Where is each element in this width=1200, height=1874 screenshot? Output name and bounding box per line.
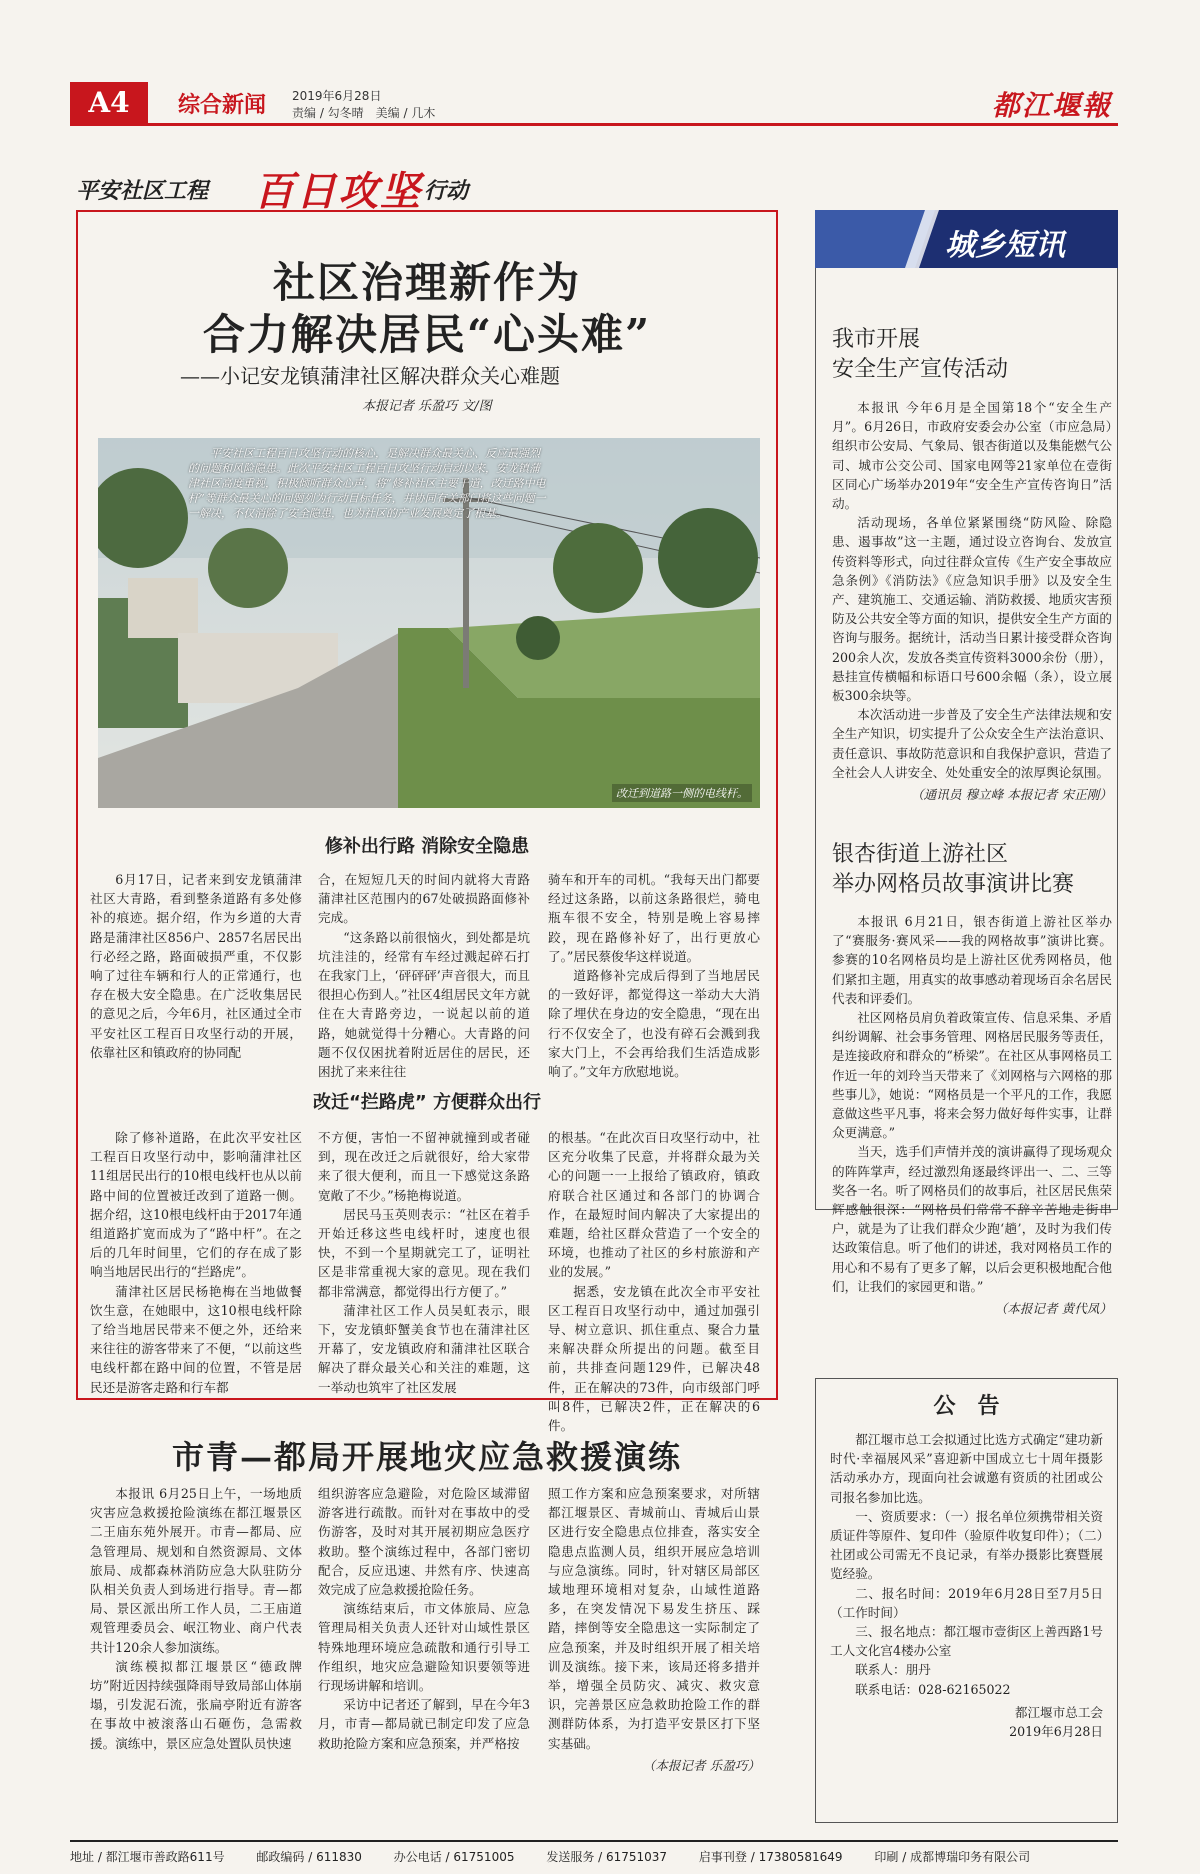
paragraph: 演练结束后，市文体旅局、应急管理局相关负责人还针对山域性景区特殊地理环境应急疏散和通行引导工作组织，地灾应急避险知识要领等进行现场讲解和培训。 (318, 1601, 530, 1694)
drill-headline: 市青—都局开展地灾应急救援演练 (171, 1438, 682, 1476)
brief2-title-a: 银杏街道上游社区 (832, 842, 1009, 867)
drill-byline: （本报记者 乐盈巧） (642, 1757, 760, 1773)
paragraph: 合，在短短几天的时间内就将大青路蒲津社区范围内的67处破损路面修补完成。 (318, 872, 530, 926)
brief2-byline: （本报记者 黄代凤） (994, 1301, 1112, 1317)
notice-title: 公 告 (933, 1393, 1000, 1419)
brief1-body (832, 398, 1112, 803)
banner-part-a: 平安社区工程 (76, 179, 209, 204)
newspaper-logo: 都江堰報 (991, 89, 1112, 122)
notice-box (815, 1378, 1118, 1823)
s1-col2 (318, 870, 530, 1081)
footer-distribution: 发送服务 / 61751037 (546, 1850, 668, 1864)
footer-office-phone: 办公电话 / 61751005 (393, 1850, 515, 1864)
paragraph: 居民马玉英则表示：“社区在着手开始迁移这些电线杆时，速度也很快，不到一个星期就完工了，证明社区是非常重视大家的意见。现在我们都非常满意，都觉得出行方便了。” (318, 1206, 530, 1299)
notice-line: 联系人：朋丹 (855, 1662, 931, 1678)
notice-date: 2019年6月28日 (1009, 1723, 1103, 1739)
subheadline: ——小记安龙镇蒲津社区解决群众关心难题 (180, 364, 560, 388)
headline-line1: 社区治理新作为 (272, 258, 581, 307)
campaign-banner (76, 162, 496, 215)
paragraph: 本报讯 6月21日，银杏街道上游社区举办了“赛服务·赛风采——我的网格故事”演讲比赛。参赛的10名网格员均是上游社区优秀网格员，他们紧扣主题，用真实的故事感动着现场百余名居民代表和评委们。 (832, 914, 1112, 1006)
s1-col3 (548, 870, 760, 1081)
brief-header-title: 城乡短讯 (945, 228, 1065, 263)
brief-header (815, 210, 1118, 268)
paragraph: 除了修补道路，在此次平安社区工程百日攻坚行动中，影响蒲津社区11组居民出行的10根电线杆也从以前路中间的位置被迁改到了道路一侧。据介绍，这10根电线杆由于2017年通组道路扩宽而成为了“路中杆”。在之后的几年时间里，它们的存在成了影响当地居民出行的“拦路虎”。 (90, 1130, 302, 1280)
drill-col2 (318, 1484, 530, 1753)
paragraph: 骑车和开车的司机。“我每天出门都要经过这条路，以前这条路很烂，骑电瓶车很不安全，特别是晚上容易摔跤，现在路修补好了，出行更放心了。”居民蔡俊华这样说道。 (548, 872, 760, 964)
brief1-byline: （通讯员 穆立峰 本报记者 宋正刚） (911, 787, 1112, 803)
paragraph: 当天，选手们声情并茂的演讲赢得了现场观众的阵阵掌声，经过激烈角逐最终评出一、二、三等奖各一名。听了网格员们的故事后，社区居民焦荣辉感触很深：“网格员们常常不辞辛苦地走街串户，就是为了让我们群众少跑‘趟’，及时为我们传达政策信息。听了他们的讲述，我对网格员工作的用心和不易有了更多了解，以后会更积极地配合他们，让我们的家园更和谐。” (832, 1144, 1112, 1294)
paragraph: 演练模拟都江堰景区“德政牌坊”附近因持续强降雨导致局部山体崩塌，引发泥石流，张扁亭附近有游客在事故中被滚落山石砸伤，急需救援。演练中，景区应急处置队员快速 (90, 1658, 302, 1751)
paragraph: 社区网格员肩负着政策宣传、信息采集、矛盾纠纷调解、社会事务管理、网格居民服务等责任，是连接政府和群众的“桥梁”。在社区从事网格员工作近一年的刘玲当天带来了《刘网格与六网格的那些事儿》，她说：“网格员是一个平凡的工作，我愿意做这些平凡事，将来会努力做好每件实事，让群众更满意。” (832, 1010, 1112, 1141)
s1-col1 (90, 870, 302, 1062)
road-photo (98, 438, 760, 808)
paragraph: 照工作方案和应急预案要求，对所辖都江堰景区、青城前山、青城后山景区进行安全隐患点位排查，落实安全隐患点监测人员，组织开展应急培训与应急演练。同时，针对辖区局部区域地理环境相对复杂，山域性道路多，在突发情况下易发生挤压、踩踏，摔倒等安全隐患这一实际制定了应急预案，并及时组织开展了相关培训及演练。接下来，该局还将多措并举，增强全员防灾、减灾、救灾意识，完善景区应急救助抢险工作的群测群防体系，为打造平安景区打下坚实基础。 (548, 1486, 760, 1751)
photo-intro-text: 平安社区工程百日攻坚行动的核心，是解决群众最关心、反应最强烈的问题和风险隐患。此次平安社区工程百日攻坚行动启动以来，安龙镇蒲津社区高度重视，积极倾听群众心声，将“修补社区主要干道，改迁路中电杆”等群众最关心的问题列为行动目标任务，并协同有关部门将这些问题一一解决，不仅消除了安全隐患，也为社区的产业发展奠定了根基。 (188, 447, 546, 520)
footer-ads: 启事刊登 / 17380581649 (698, 1850, 843, 1864)
page-number: A4 (70, 82, 148, 124)
issue-date: 2019年6月28日 (292, 89, 382, 103)
paragraph: 组织游客应急避险，对危险区域滞留游客进行疏散。而针对在事故中的受伤游客，及时对其开展初期应急医疗救助。整个演练过程中，各部门密切配合，反应迅速、井然有序、快速高效完成了应急救援抢险任务。 (318, 1486, 530, 1598)
notice-signer: 都江堰市总工会 (1014, 1704, 1103, 1720)
s2-col3 (548, 1128, 760, 1435)
byline: 本报记者 乐盈巧 文/图 (362, 399, 492, 414)
section-heading-2: 改迁“拦路虎” 方便群众出行 (313, 1092, 541, 1113)
photo-caption: 改迁到道路一侧的电线杆。 (612, 784, 752, 802)
paragraph: “这条路以前很恼火，到处都是坑坑洼洼的，经常有车经过溅起碎石打在我家门上，‘砰砰砰’声音很大，而且很担心伤到人。”社区4组居民文年方就住在大青路旁边，一说起以前的道路，她就觉得十分糟心。大青路的问题不仅仅困扰着附近居住的居民，还困扰了来来往往 (318, 929, 530, 1080)
banner-part-c: 行动 (424, 179, 469, 204)
footer-address: 地址 / 都江堰市善政路611号 (70, 1850, 225, 1864)
notice-line: 联系电话：028-62165022 (855, 1681, 1011, 1697)
paragraph: 蒲津社区居民杨艳梅在当地做餐饮生意，在她眼中，这10根电线杆除了给当地居民带来不便之外，还给来来往往的游客带来了不便，“以前这些电线杆都在路中间的位置，不管是居民还是游客走路和行车都 (90, 1283, 302, 1395)
notice-line: 二、报名时间：2019年6月28日至7月5日（工作时间） (830, 1585, 1103, 1620)
notice-line: 一、资质要求：（一）报名单位须携带相关资质证件等原件、复印件（验原件收复印件）；（二）社团或公司需无不良记录，有举办摄影比赛暨展览经验。 (830, 1508, 1103, 1582)
brief2-title-b: 举办网格员故事演讲比赛 (832, 872, 1075, 897)
notice-line: 三、报名地点：都江堰市壹街区上善西路1号工人文化宫4楼办公室 (830, 1624, 1103, 1659)
drill-col1 (90, 1484, 302, 1753)
notice-intro: 都江堰市总工会拟通过比选方式确定“建功新时代·幸福展风采”喜迎新中国成立七十周年摄影活动承办方，现面向社会诚邀有资质的社团或公司报名参加比选。 (830, 1432, 1103, 1505)
paragraph: 活动现场，各单位紧紧围绕“防风险、除隐患、遏事故”这一主题，通过设立咨询台、发放宣传资料等形式，向过往群众宣传《生产安全事故应急条例》《消防法》《应急知识手册》以及安全生产、建筑施工、交通运输、消防救援、地质灾害预防及公共安全等方面的知识，提供安全生产方面的咨询与服务。据统计，活动当日累计接受群众咨询200余人次，发放各类宣传资料3000余份（册），悬挂宣传横幅和标语口号600余幅（条），设立展板300余块等。 (832, 515, 1112, 704)
s2-col2 (318, 1128, 530, 1397)
drill-col3 (548, 1484, 760, 1774)
s2-col1 (90, 1128, 302, 1397)
editor-credits: 责编 / 勾冬晴 美编 / 几木 (292, 106, 436, 120)
paragraph: 据悉，安龙镇在此次全市平安社区工程百日攻坚行动中，通过加强引导、树立意识、抓住重点、聚合力量来解决群众所提出的问题。截至目前，共排查问题129件，已解决48件，正在解决的73件，向市级部门呼叫8件，已解决2件，正在解决的6件。 (548, 1283, 760, 1434)
paragraph: 本次活动进一步普及了安全生产法律法规和安全生产知识，切实提升了公众安全生产法治意识、责任意识、事故防范意识和自我保护意识，营造了全社会人人讲安全、处处重安全的浓厚舆论氛围。 (832, 707, 1112, 780)
paragraph: 本报讯 今年6月是全国第18个“安全生产月”。6月26日，市政府安委会办公室（市应急局）组织市公安局、气象局、银杏街道以及集能燃气公司、城市公交公司、国家电网等21家单位在壹街区同心广场举办2019年“安全生产宣传咨询日”活动。 (832, 400, 1112, 512)
section-title: 综合新闻 (178, 93, 267, 118)
paragraph: 6月17日，记者来到安龙镇蒲津社区大青路，看到整条道路有多处修补的痕迹。据介绍，作为乡道的大青路是蒲津社区856户、2857名居民出行必经之路，路面破损严重，不仅影响了过往车辆和行人的正常通行，也存在极大安全隐患。在广泛收集居民的意见之后，今年6月，社区通过全市平安社区工程百日攻坚行动的开展，依靠社区和镇政府的协同配 (90, 872, 302, 1060)
brief2-body (832, 912, 1112, 1317)
paragraph: 的根基。“在此次百日攻坚行动中，社区充分收集了民意，并将群众最为关心的问题一一上报给了镇政府，镇政府联合社区通过和各部门的协调合作，在最短时间内解决了大家提出的难题，给社区群众营造了一个安全的环境，也推动了社区的乡村旅游和产业的发展。” (548, 1130, 760, 1280)
paragraph: 道路修补完成后得到了当地居民的一致好评，都觉得这一举动大大消除了埋伏在身边的安全隐患，“现在出行不仅安全了，也没有碎石会溅到我家大门上，不会再给我们生活造成影响了。”文年方欣慰地说。 (548, 968, 760, 1080)
paragraph: 不方便，害怕一不留神就撞到或者碰到，现在改迁之后就很好，给大家带来了很大便利，而且一下感觉这条路宽敞了不少。”杨艳梅说道。 (318, 1130, 530, 1203)
paragraph: 本报讯 6月25日上午，一场地质灾害应急救援抢险演练在都江堰景区二王庙东苑外展开。市青—都局、应急管理局、规划和自然资源局、文体旅局、成都森林消防应急大队驻防分队相关负责人到场进行指导。青—都局、景区派出所工作人员，二王庙道观管理委员会、岷江物业、商户代表共计120余人参加演练。 (90, 1486, 302, 1655)
paragraph: 采访中记者还了解到，早在今年3月，市青—都局就已制定印发了应急救助抢险方案和应急预案，并严格按 (318, 1697, 530, 1751)
banner-part-b: 百日攻坚 (254, 169, 422, 215)
page-footer (70, 1840, 1118, 1865)
paragraph: 蒲津社区工作人员吴虹表示，眼下，安龙镇虾蟹美食节也在蒲津社区开幕了，安龙镇政府和蒲津社区联合解决了群众最关心和关注的难题，这一举动也筑牢了社区发展 (318, 1302, 530, 1395)
brief1-title-a: 我市开展 (832, 327, 921, 352)
footer-printer: 印刷 / 成都博瑞印务有限公司 (874, 1850, 1031, 1864)
brief1-title-b: 安全生产宣传活动 (832, 357, 1009, 382)
section-heading-1: 修补出行路 消除安全隐患 (324, 836, 530, 857)
footer-zip: 邮政编码 / 611830 (256, 1850, 362, 1864)
headline-line2: 合力解决居民“心头难” (202, 310, 652, 359)
page-header (70, 82, 1118, 126)
